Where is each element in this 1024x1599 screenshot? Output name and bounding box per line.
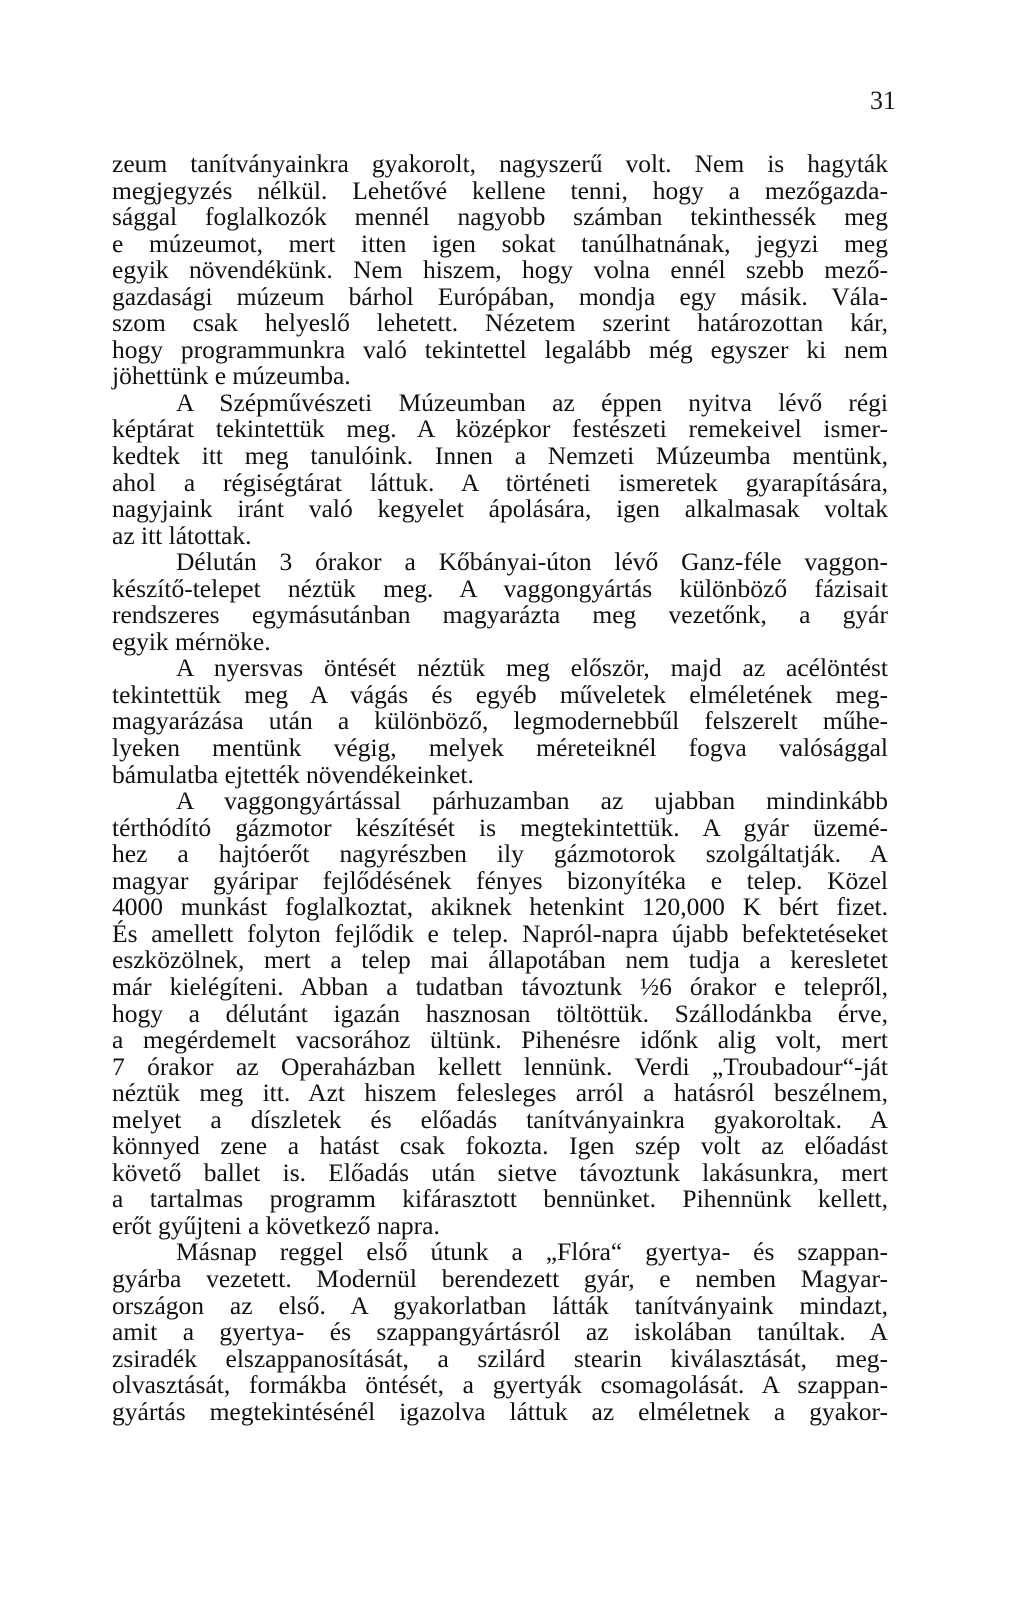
- text-line: néztük meg itt. Azt hiszem felesleges arról a hatásról beszélnem,: [112, 1078, 888, 1108]
- text-line: sággal foglalkozók mennél nagyobb számban tekinthessék meg: [112, 202, 888, 232]
- text-line: bámulatba ejtették növendékeinket.: [112, 759, 474, 789]
- text-line: olvasztását, formákba öntését, a gyertyák csomagolását. A szappan-: [112, 1370, 888, 1400]
- text-line: gyártás megtekintésénél igazolva láttuk az elméletnek a gyakor-: [112, 1396, 888, 1426]
- text-line: A nyersvas öntését néztük meg először, majd az acélöntést: [176, 653, 888, 683]
- body-text: [112, 151, 888, 1425]
- page-number: 31: [870, 86, 896, 115]
- text-line: készítő-telepet néztük meg. A vaggongyártás különböző fázisait: [112, 573, 888, 603]
- text-line: ahol a régiségtárat láttuk. A történeti ismeretek gyarapítására,: [112, 467, 888, 497]
- text-line: magyar gyáripar fejlődésének fényes bizonyítéka e telep. Közel: [112, 865, 888, 895]
- text-line: követő ballet is. Előadás után sietve távoztunk lakásunkra, mert: [112, 1157, 888, 1187]
- text-line: zsiradék elszappanosítását, a szilárd stearin kiválasztását, meg-: [112, 1343, 888, 1373]
- text-line: szom csak helyeslő lehetett. Nézetem szerint határozottan kár,: [112, 308, 888, 338]
- text-line: a megérdemelt vacsorához ültünk. Pihenésre időnk alig volt, mert: [112, 1025, 888, 1055]
- text-line: nagyjaink iránt való kegyelet ápolására, igen alkalmasak voltak: [112, 494, 888, 524]
- text-line: már kielégíteni. Abban a tudatban távoztunk ½6 órakor e telepről,: [112, 971, 888, 1001]
- text-line: Délután 3 órakor a Kőbányai-úton lévő Ganz-féle vaggon-: [176, 547, 888, 577]
- text-line: képtárat tekintettük meg. A középkor festészeti remekeivel ismer-: [112, 414, 888, 444]
- text-line: gyárba vezetett. Modernül berendezett gyár, e nemben Magyar-: [112, 1263, 888, 1293]
- text-line: gazdasági múzeum bárhol Európában, mondja egy másik. Vála-: [112, 281, 888, 311]
- text-line: A vaggongyártással párhuzamban az ujabban mindinkább: [176, 786, 888, 816]
- text-line: hez a hajtóerőt nagyrészben ily gázmotorok szolgáltatják. A: [112, 839, 888, 869]
- text-line: hogy a délutánt igazán hasznosan töltöttük. Szállodánkba érve,: [112, 998, 888, 1028]
- text-line: egyik növendékünk. Nem hiszem, hogy volna ennél szebb mező-: [112, 255, 888, 285]
- text-line: amit a gyertya- és szappangyártásról az iskolában tanúltak. A: [112, 1317, 888, 1347]
- text-line: könnyed zene a hatást csak fokozta. Igen szép volt az előadást: [112, 1131, 888, 1161]
- text-line: kedtek itt meg tanulóink. Innen a Nemzeti Múzeumba mentünk,: [112, 441, 888, 471]
- text-line: egyik mérnöke.: [112, 626, 271, 656]
- text-line: térthódító gázmotor készítését is megtekintettük. A gyár üzemé-: [112, 812, 888, 842]
- text-line: megjegyzés nélkül. Lehetővé kellene tenni, hogy a mezőgazda-: [112, 175, 888, 205]
- text-line: melyet a díszletek és előadás tanítványainkra gyakoroltak. A: [112, 1104, 888, 1134]
- text-line: zeum tanítványainkra gyakorolt, nagyszerű volt. Nem is hagyták: [112, 149, 888, 178]
- text-line: És amellett folyton fejlődik e telep. Napról-napra újabb befektetéseket: [112, 918, 888, 948]
- text-line: az itt látottak.: [112, 520, 252, 550]
- text-line: erőt gyűjteni a következő napra.: [112, 1210, 440, 1240]
- text-line: rendszeres egymásutánban magyarázta meg vezetőnk, a gyár: [112, 600, 888, 630]
- text-line: A Szépművészeti Múzeumban az éppen nyitva lévő régi: [176, 387, 888, 417]
- text-line: magyarázása után a különböző, legmodernebbűl felszerelt műhe-: [112, 706, 888, 736]
- text-line: tekintettük meg A vágás és egyéb műveletek elméletének meg-: [112, 679, 888, 709]
- text-line: jöhettünk e múzeumba.: [112, 361, 351, 391]
- text-line: hogy programmunkra való tekintettel legalább még egyszer ki nem: [112, 334, 888, 364]
- text-line: lyeken mentünk végig, melyek méreteiknél fogva valósággal: [112, 733, 888, 763]
- text-line: e múzeumot, mert itten igen sokat tanúlhatnának, jegyzi meg: [112, 228, 888, 258]
- text-line: országon az első. A gyakorlatban látták tanítványaink mindazt,: [112, 1290, 888, 1320]
- text-line: 7 órakor az Operaházban kellett lennünk. Verdi „Troubadour“-ját: [112, 1051, 888, 1081]
- text-line: eszközölnek, mert a telep mai állapotában nem tudja a keresletet: [112, 945, 888, 975]
- text-line: a tartalmas programm kifárasztott bennünket. Pihennünk kellett,: [112, 1184, 888, 1214]
- text-line: Másnap reggel első útunk a „Flóra“ gyertya- és szappan-: [176, 1237, 888, 1267]
- text-line: 4000 munkást foglalkoztat, akiknek hetenkint 120,000 K bért fizet.: [112, 892, 888, 922]
